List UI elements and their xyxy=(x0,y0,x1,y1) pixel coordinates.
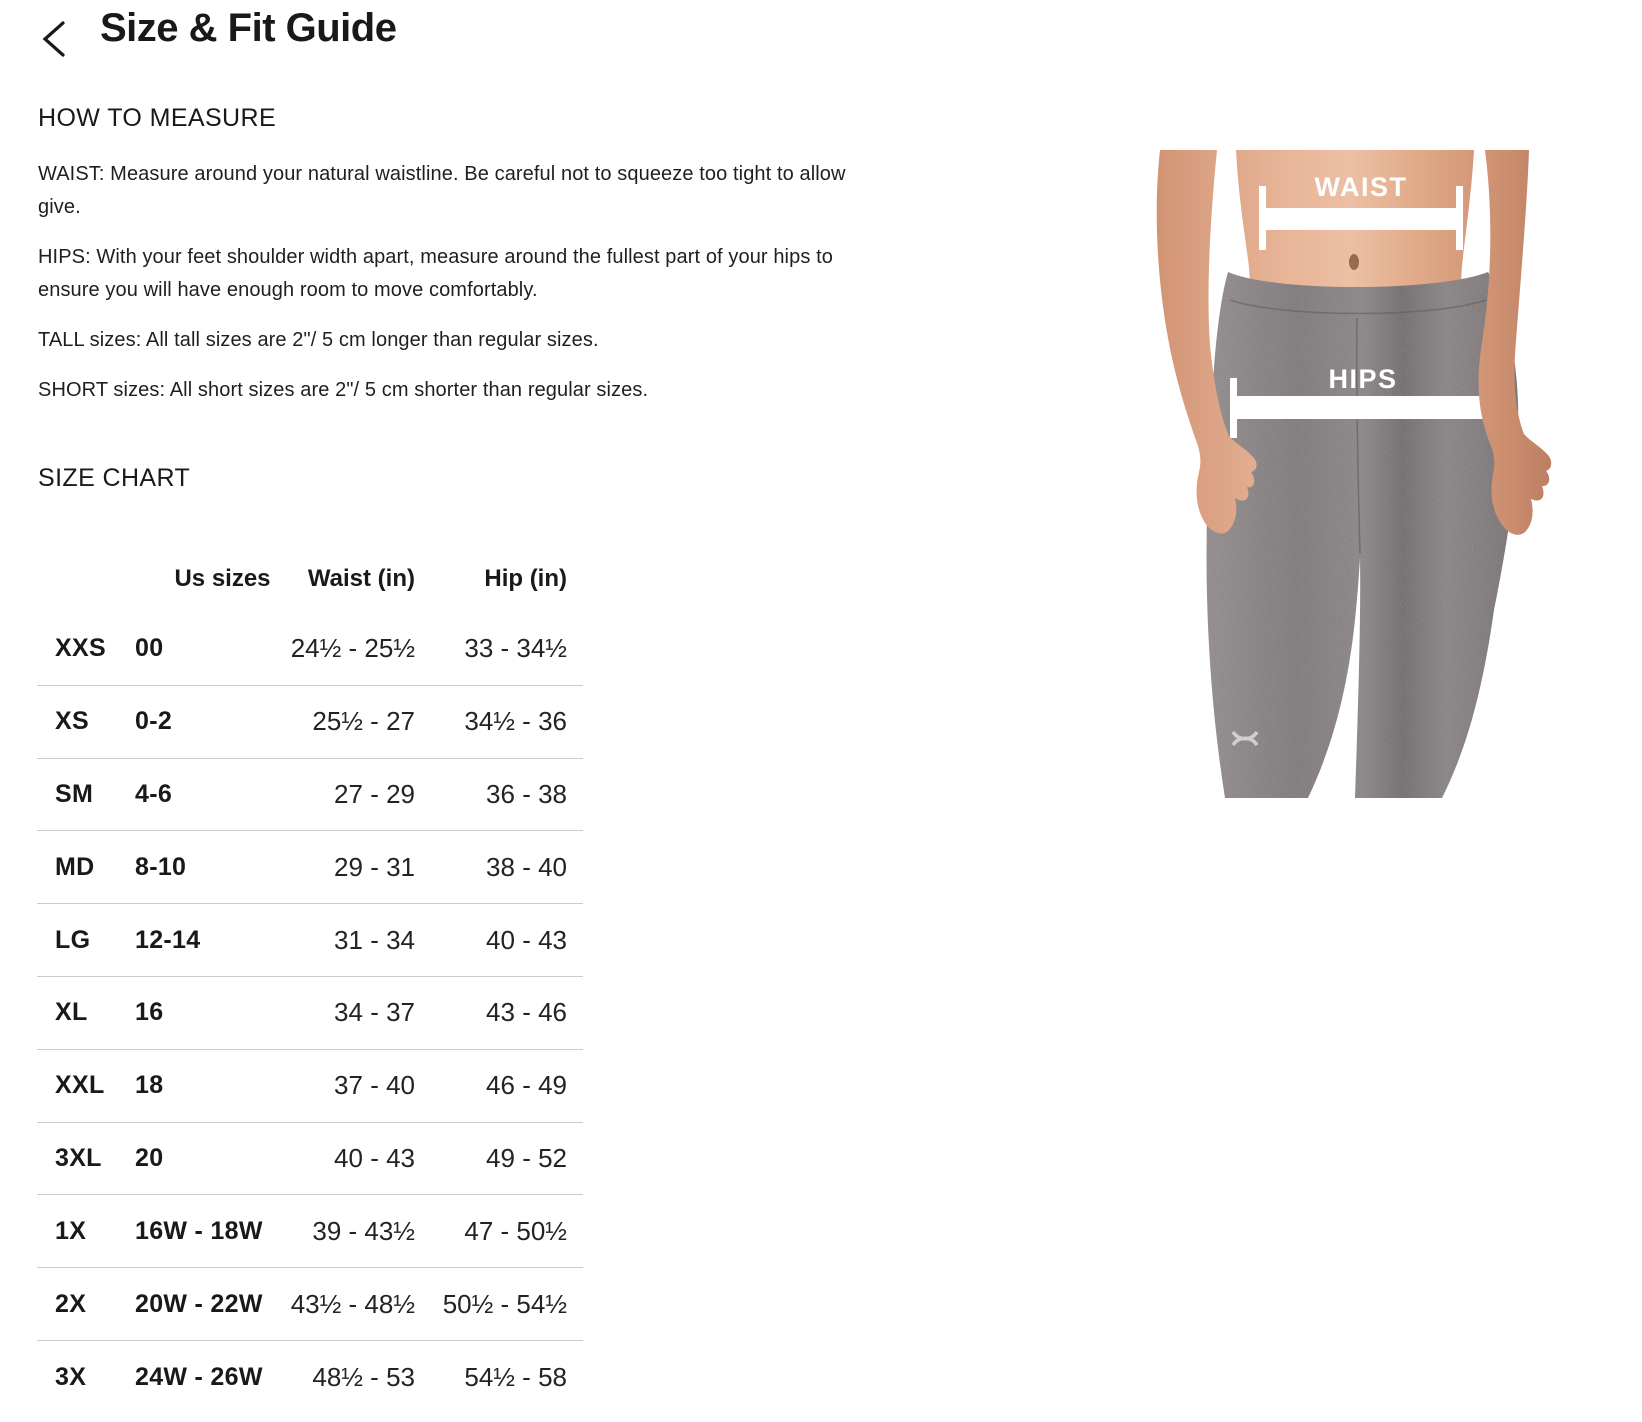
size-cell: LG xyxy=(55,925,91,954)
waist-column-header: Waist (in) xyxy=(307,565,415,592)
table-row-md xyxy=(37,831,583,904)
table-row-1x xyxy=(37,1195,583,1268)
us-sizes-cell: 4-6 xyxy=(135,779,173,808)
hip-cell: 40 - 43 xyxy=(486,924,567,955)
size-chart-table xyxy=(37,545,583,1414)
waist-cell: 31 - 34 xyxy=(334,924,415,955)
waist-cell: 37 - 40 xyxy=(334,1070,415,1101)
waist-cell: 39 - 43½ xyxy=(312,1215,415,1246)
us-sizes-cell: 12-14 xyxy=(135,925,201,954)
size-cell: XS xyxy=(55,707,89,736)
waist-cell: 29 - 31 xyxy=(334,851,415,882)
hip-cell: 33 - 34½ xyxy=(464,633,567,664)
page-title: Size & Fit Guide xyxy=(100,6,397,50)
model-leggings xyxy=(1206,272,1518,798)
hip-cell: 43 - 46 xyxy=(486,997,567,1028)
size-chart-header-row xyxy=(37,545,583,613)
table-row-xxs xyxy=(37,613,583,686)
waist-cell: 34 - 37 xyxy=(334,997,415,1028)
waist-label: WAIST xyxy=(1314,172,1408,202)
table-row-3xl xyxy=(37,1123,583,1196)
hips-instructions: HIPS: With your feet shoulder width apart, measure around the fullest part of your hips to ensure you will have enough room to move comfortably. xyxy=(38,246,833,301)
us-sizes-cell: 8-10 xyxy=(135,852,187,881)
us-sizes-cell: 16W - 18W xyxy=(135,1216,263,1245)
measurement-model-image xyxy=(1098,150,1558,800)
size-cell: MD xyxy=(55,852,95,881)
chevron-left-icon xyxy=(37,17,71,61)
waist-cell: 40 - 43 xyxy=(334,1142,415,1173)
size-cell: 1X xyxy=(55,1216,87,1245)
hip-cell: 50½ - 54½ xyxy=(442,1288,567,1319)
size-cell: XL xyxy=(55,998,88,1027)
waist-cell: 43½ - 48½ xyxy=(290,1288,415,1319)
hip-cell: 38 - 40 xyxy=(486,851,567,882)
size-cell: 3X xyxy=(55,1362,87,1391)
how-to-measure-text xyxy=(38,158,870,424)
size-cell: 3XL xyxy=(55,1143,102,1172)
waist-cell: 48½ - 53 xyxy=(312,1361,415,1392)
us-sizes-cell: 18 xyxy=(135,1071,164,1100)
how-to-measure-heading: HOW TO MEASURE xyxy=(38,104,277,132)
us-sizes-cell: 24W - 26W xyxy=(135,1362,263,1391)
hip-cell: 36 - 38 xyxy=(486,778,567,809)
table-row-3x xyxy=(37,1341,583,1414)
hip-cell: 49 - 52 xyxy=(486,1142,567,1173)
size-cell: SM xyxy=(55,779,94,808)
table-row-xxl xyxy=(37,1050,583,1123)
waist-cell: 25½ - 27 xyxy=(312,706,415,737)
size-cell: 2X xyxy=(55,1289,87,1318)
table-row-2x xyxy=(37,1268,583,1341)
us-sizes-cell: 20 xyxy=(135,1143,164,1172)
table-row-lg xyxy=(37,904,583,977)
size-cell: XXS xyxy=(55,634,106,663)
hip-cell: 34½ - 36 xyxy=(464,706,567,737)
tall-sizes-note: TALL sizes: All tall sizes are 2"/ 5 cm longer than regular sizes. xyxy=(38,329,599,351)
size-cell: XXL xyxy=(55,1071,105,1100)
table-row-xl xyxy=(37,977,583,1050)
size-chart-heading: SIZE CHART xyxy=(38,464,191,492)
us-sizes-cell: 16 xyxy=(135,998,164,1027)
short-sizes-note: SHORT sizes: All short sizes are 2"/ 5 cm shorter than regular sizes. xyxy=(38,379,649,401)
hip-cell: 46 - 49 xyxy=(486,1070,567,1101)
us-sizes-cell: 0-2 xyxy=(135,707,173,736)
hip-column-header: Hip (in) xyxy=(484,565,567,592)
waist-cell: 24½ - 25½ xyxy=(290,633,415,664)
navel xyxy=(1349,254,1359,270)
waist-instructions: WAIST: Measure around your natural waistline. Be careful not to squeeze too tight to allow give. xyxy=(38,163,846,218)
table-row-sm xyxy=(37,759,583,832)
waist-cell: 27 - 29 xyxy=(334,778,415,809)
hip-cell: 54½ - 58 xyxy=(464,1361,567,1392)
hips-label: HIPS xyxy=(1328,364,1398,394)
table-row-xs xyxy=(37,686,583,759)
back-button[interactable] xyxy=(34,16,74,64)
hip-cell: 47 - 50½ xyxy=(464,1215,567,1246)
us-sizes-column-header: Us sizes xyxy=(174,565,271,592)
us-sizes-cell: 00 xyxy=(135,634,164,663)
us-sizes-cell: 20W - 22W xyxy=(135,1289,263,1318)
